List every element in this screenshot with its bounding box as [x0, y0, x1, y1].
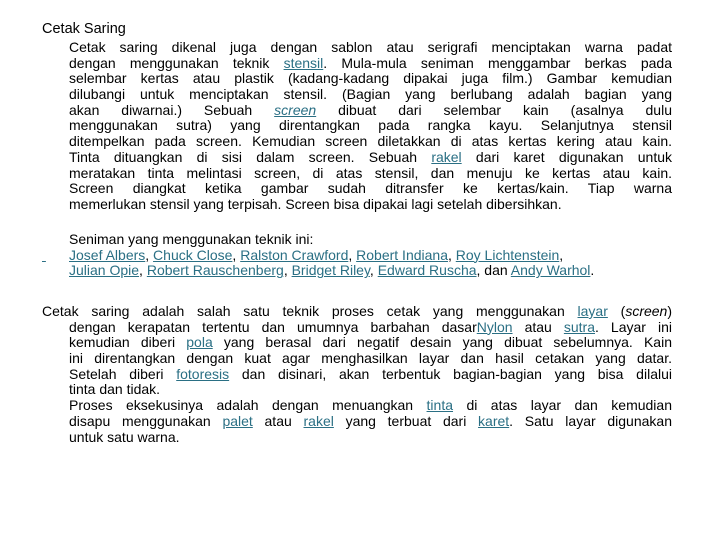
text: menggunakan sutra) yang direntangkan pada rangka kayu. Selanjutnya stensil [69, 117, 672, 134]
text: ini direntangkan dengan kuat agar menghasilkan layar dan hasil cetakan yang datar. [69, 350, 672, 367]
text-line [69, 56, 672, 72]
text: dengan kerapatan tertentu dan umumnya barbahan dasar [69, 318, 477, 335]
artist-link[interactable]: Andy Warhol [510, 262, 591, 279]
separator: , [145, 246, 154, 263]
link-stensil[interactable]: stensil [283, 54, 324, 71]
text: Setelah diberi [69, 365, 177, 382]
link-tinta[interactable]: tinta [426, 397, 454, 414]
text: kemudian diberi [69, 334, 187, 351]
artist-link[interactable]: Robert Indiana [356, 246, 448, 263]
text: Screen diangkat ketika gambar sudah ditransfer ke kertas/kain. Tiap warna [69, 180, 672, 197]
artist-link[interactable]: Ralston Crawford [240, 246, 349, 263]
separator: , [369, 262, 378, 279]
text: dibuat dari selembar kain (asalnya dulu [316, 101, 672, 118]
text: . Mula-mula seniman menggambar berkas pada [323, 54, 672, 71]
text-line [69, 150, 672, 166]
link-karet[interactable]: karet [478, 412, 510, 429]
artist-link[interactable]: Robert Rauschenberg [146, 262, 284, 279]
text: selembar kertas atau plastik (kadang-kadang dipakai juga film.) Gambar kemudian [69, 70, 672, 87]
text: Seniman yang menggunakan teknik ini: [69, 231, 314, 247]
term-bold: Cetak saring [42, 303, 130, 319]
text: ( [607, 303, 626, 319]
text-line [69, 382, 672, 398]
link-underline-gutter [42, 248, 69, 264]
artists-section [42, 232, 682, 279]
text: atau [512, 318, 564, 335]
text-line [69, 181, 672, 197]
link-rakel[interactable]: rakel [431, 148, 462, 165]
text: adalah salah satu teknik proses cetak yang menggunakan [129, 303, 578, 319]
link-screen[interactable]: screen [274, 101, 317, 118]
artists-intro [42, 232, 682, 248]
text: dengan menggunakan teknik [69, 54, 284, 71]
separator: . [590, 262, 595, 279]
separator: , [139, 262, 147, 279]
text: dilubangi untuk menciptakan stensil. (Bagian yang berlubang adalah bagian yang [69, 86, 672, 103]
artist-link[interactable]: Julian Opie [69, 262, 140, 279]
text-line [69, 87, 672, 103]
text-line [69, 430, 672, 446]
artist-link[interactable]: Bridget Riley [291, 262, 370, 279]
text: di atas layar dan kemudian [453, 397, 672, 414]
text: dari karet digunakan untuk [461, 148, 673, 165]
text-line [42, 304, 672, 320]
artist-link[interactable]: Josef Albers [69, 246, 146, 263]
text: untuk satu warna. [69, 428, 180, 445]
link-layar[interactable]: layar [577, 303, 608, 319]
text-line [69, 103, 672, 119]
separator: , [348, 246, 357, 263]
paragraph-intro [69, 40, 672, 213]
text-line [69, 367, 672, 383]
paragraph-definition [42, 304, 672, 320]
link-rakel[interactable]: rakel [303, 412, 334, 429]
text: disapu menggunakan [69, 412, 223, 429]
text-line [69, 71, 672, 87]
text: dan disinari, akan terbentuk bagian-bagian yang bisa dilalui [229, 365, 672, 382]
separator: , [559, 246, 564, 263]
artist-link[interactable]: Roy Lichtenstein [455, 246, 560, 263]
text-italic: screen [625, 303, 668, 319]
text-line [69, 197, 672, 213]
text-line [69, 351, 672, 367]
text-line [69, 118, 672, 134]
text: Tinta dituangkan di sisi dalam screen. Sebuah [69, 148, 432, 165]
text-line [69, 320, 672, 336]
text: ditempelkan pada screen. Kemudian screen diletakkan di atas kertas kering atau kain. [69, 133, 672, 150]
link-fotoresis[interactable]: fotoresis [176, 365, 230, 382]
text: Proses eksekusinya adalah dengan menuangkan [69, 397, 427, 414]
separator: , dan [476, 262, 511, 279]
paragraph-definition-body [69, 320, 672, 446]
separator: , [283, 262, 292, 279]
text: ) [667, 303, 673, 319]
text: akan diwarnai.) Sebuah [69, 101, 275, 118]
link-nylon[interactable]: Nylon [476, 318, 513, 335]
text-line [69, 40, 672, 56]
text: . Layar ini [595, 318, 673, 335]
text: atau [252, 412, 304, 429]
text-line [69, 166, 672, 182]
separator: , [447, 246, 456, 263]
text: memerlukan stensil yang terpisah. Screen bisa dipakai lagi setelah dibersihkan. [69, 195, 562, 212]
separator: , [232, 246, 241, 263]
text: tinta dan tidak. [69, 381, 161, 398]
text: . Satu layar digunakan [509, 412, 672, 429]
text: meratakan tinta melintasi screen, di atas stensil, dan menuju ke kertas atau kain. [69, 164, 672, 181]
text-line [69, 134, 672, 150]
link-pola[interactable]: pola [186, 334, 213, 351]
page-title: Cetak Saring [42, 21, 126, 37]
text: Cetak saring dikenal juga dengan sablon atau serigrafi menciptakan warna padat [69, 39, 672, 55]
artist-link[interactable]: Edward Ruscha [377, 262, 477, 279]
text-line [69, 335, 672, 351]
text-line [69, 398, 672, 414]
text: yang berasal dari negatif desain yang dibuat sebelumnya. Kain [212, 334, 672, 351]
artists-line-2 [42, 263, 682, 279]
text-line [69, 414, 672, 430]
artists-line-1 [42, 248, 682, 264]
link-palet[interactable]: palet [222, 412, 253, 429]
link-sutra[interactable]: sutra [563, 318, 595, 335]
text: yang terbuat dari [333, 412, 479, 429]
artist-link[interactable]: Chuck Close [153, 246, 233, 263]
